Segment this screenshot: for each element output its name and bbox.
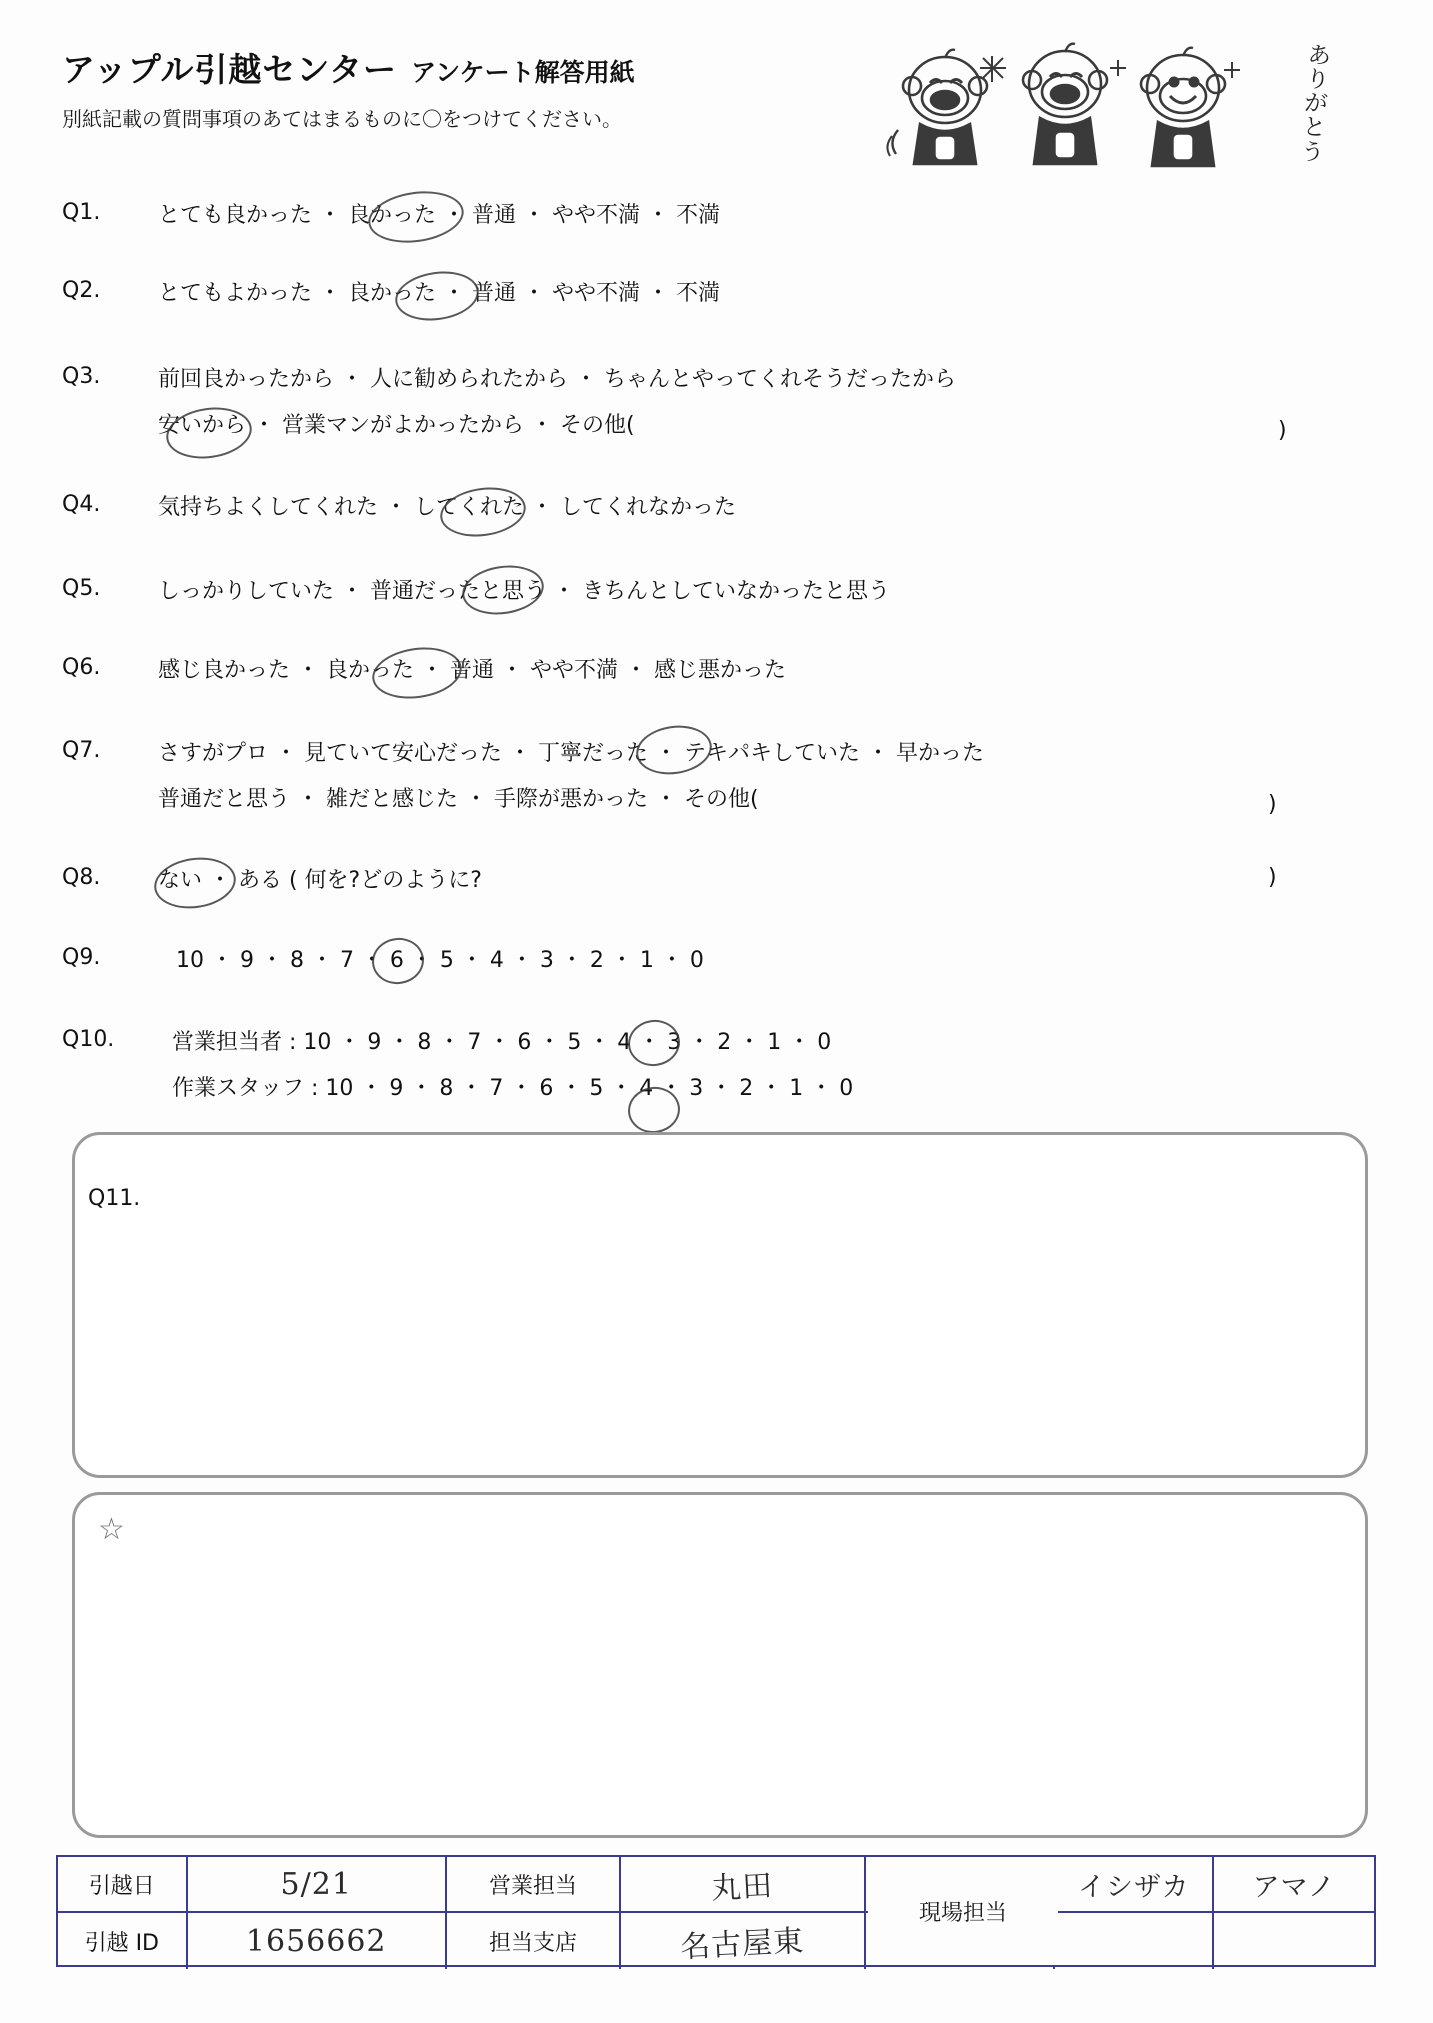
question-q3: [62, 364, 1362, 442]
site-handwriting-2: アマノ: [1252, 1871, 1336, 1903]
question-q8-paren: ): [1268, 865, 1277, 890]
question-q3-options: [158, 364, 956, 442]
question-q9-options: 10 ・ 9 ・ 8 ・ 7 ・ 6 ・ 5 ・ 4 ・ 3 ・ 2 ・ 1 ・ 0: [176, 948, 704, 973]
thanks-char-2: り: [1305, 66, 1331, 94]
site-value-1[interactable]: [1055, 1857, 1215, 1911]
sales-value[interactable]: [621, 1857, 865, 1911]
question-q7-options: [158, 738, 984, 816]
question-q6-id: Q6.: [62, 655, 101, 680]
comment-box-q11[interactable]: [72, 1132, 1368, 1478]
move-id-handwriting: 1656662: [245, 1923, 387, 1959]
question-q8-options: ない ・ ある ( 何を?どのように?: [158, 868, 482, 893]
question-q2-options: とてもよかった ・ 良かった ・ 普通 ・ やや不満 ・ 不満: [158, 281, 720, 306]
question-q7: [62, 738, 1362, 816]
footer-row-2: [58, 1913, 1374, 1969]
move-id-label: 引越 ID: [58, 1913, 188, 1969]
question-q8-id: Q8.: [62, 865, 101, 890]
thanks-char-3: が: [1303, 90, 1329, 119]
question-q2-id: Q2.: [62, 278, 101, 303]
question-q5-options: しっかりしていた ・ 普通だったと思う ・ きちんとしていなかったと思う: [158, 579, 890, 604]
thanks-char-1: あ: [1306, 42, 1332, 70]
move-date-value[interactable]: [188, 1857, 447, 1911]
question-q9-id: Q9.: [62, 945, 101, 970]
question-q10-line1: 営業担当者 : 10 ・ 9 ・ 8 ・ 7 ・ 6 ・ 5 ・ 4 ・ 3 ・ 2 ・ 1 ・ 0: [172, 1030, 832, 1055]
footer-info-table: [56, 1855, 1376, 1967]
question-q1-options: とても良かった ・ 良かった ・ 普通 ・ やや不満 ・ 不満: [158, 203, 720, 228]
question-q7-paren: ): [1268, 792, 1277, 817]
question-q10-options: [158, 1027, 853, 1105]
move-id-value[interactable]: [188, 1913, 447, 1969]
document-header: [62, 44, 882, 132]
comment-box-star[interactable]: [72, 1492, 1368, 1838]
question-q9: [62, 945, 1362, 977]
question-q10-line2: 作業スタッフ : 10 ・ 9 ・ 8 ・ 7 ・ 6 ・ 5 ・ 4 ・ 3 ・ 2 ・ 1 ・ 0: [172, 1075, 854, 1101]
comment-box-q11-label: Q11.: [88, 1186, 141, 1211]
question-q7-line2: 普通だと思う ・ 雑だと感じた ・ 手際が悪かった ・ その他(: [158, 786, 759, 812]
question-q6-options: 感じ良かった ・ 良かった ・ 普通 ・ やや不満 ・ 感じ悪かった: [158, 658, 786, 683]
site-value-2[interactable]: [1214, 1857, 1374, 1911]
move-date-handwriting: 5/21: [280, 1866, 352, 1902]
site-label: 現場担当: [868, 1857, 1058, 1965]
thanks-char-4: と: [1301, 114, 1327, 143]
question-q7-line1: さすがプロ ・ 見ていて安心だった ・ 丁寧だった ・ テキパキしていた ・ 早かった: [158, 741, 984, 766]
question-q3-paren: ): [1278, 418, 1287, 443]
form-title: アンケート解答用紙: [411, 58, 635, 87]
question-q4-id: Q4.: [62, 492, 101, 517]
branch-value[interactable]: [621, 1913, 865, 1969]
thanks-char-5: う: [1300, 138, 1326, 167]
site-handwriting-1: イシザカ: [1077, 1871, 1190, 1903]
branch-handwriting: 名古屋東: [679, 1923, 806, 1966]
question-q4: [62, 492, 1362, 524]
sales-handwriting: 丸田: [710, 1868, 775, 1907]
question-q1: [62, 200, 1362, 232]
site-value-2-blank[interactable]: [1214, 1913, 1374, 1969]
move-date-label: 引越日: [58, 1857, 188, 1911]
question-q5-id: Q5.: [62, 576, 101, 601]
question-q2: [62, 278, 1362, 310]
question-q4-options: 気持ちよくしてくれた ・ してくれた ・ してくれなかった: [158, 495, 736, 520]
question-q3-line1: 前回良かったから ・ 人に勧められたから ・ ちゃんとやってくれそうだったから: [158, 367, 956, 392]
star-icon: ☆: [98, 1513, 125, 1546]
title-row: [62, 44, 882, 91]
thanks-vertical-text: [1281, 42, 1351, 167]
question-q8: [62, 865, 1362, 897]
question-q1-id: Q1.: [62, 200, 101, 225]
question-q3-id: Q3.: [62, 364, 101, 389]
instruction-text: 別紙記載の質問事項のあてはまるものに〇をつけてください。: [62, 107, 622, 131]
mascot-illustration: [880, 40, 1300, 175]
site-value-1-blank[interactable]: [1055, 1913, 1215, 1969]
branch-label: 担当支店: [447, 1913, 621, 1969]
company-title: アップル引越センター: [62, 50, 398, 89]
question-q6: [62, 655, 1362, 687]
sales-label: 営業担当: [447, 1857, 621, 1911]
question-q3-line2: 安いから ・ 営業マンがよかったから ・ その他(: [158, 412, 635, 438]
question-q10: [62, 1027, 1362, 1105]
question-q10-id: Q10.: [62, 1027, 115, 1052]
question-q5: [62, 576, 1362, 608]
question-q7-id: Q7.: [62, 738, 101, 763]
footer-row-1: [58, 1857, 1374, 1913]
